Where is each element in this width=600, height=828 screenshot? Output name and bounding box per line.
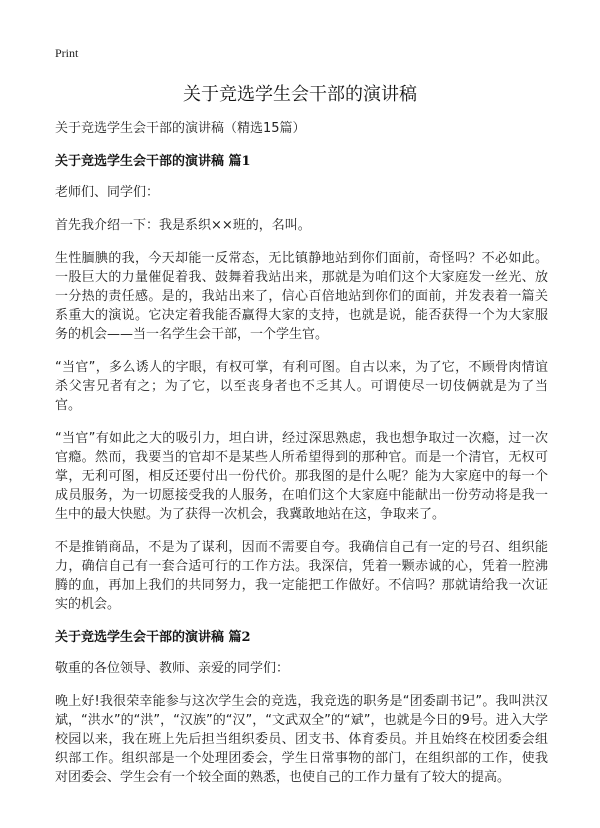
paragraph: “当官”有如此之大的吸引力，坦白讲，经过深思熟虑，我也想争取过一次瘾，过一次官瘾。然而，我要当的官却不是某些人所希望得到的那种官。而是一个清官，无权可掌，无利可图，相反还要付出一份代价。那我图的是什么呢？能为大家庭中的每一个成员服务，为一切愿接受我的人服务，在咱们这个大家庭中能献出一份劳动将是我一生中的最大快慰。为了获得一次机会，我冀敢地站在这，争取来了。: [55, 431, 548, 522]
paragraph: “当官”，多么诱人的字眼，有权可掌，有利可图。自古以来，为了它，不顾骨肉情谊杀父害兄者有之；为了它，以至丧身者也不乏其人。可谓使尽一切伎俩就是为了当官。: [55, 360, 548, 413]
paragraph: 敬重的各位领导、教师、亲爱的同学们：: [55, 661, 290, 676]
paragraph: 老师们、同学们：: [55, 185, 160, 200]
print-label[interactable]: Print: [55, 46, 79, 60]
paragraph: 不是推销商品，不是为了谋利，因而不需要自夸。我确信自己有一定的号召、组织能力，确信自己有一套合适可行的工作方法。我深信，凭着一颗赤诚的心，凭着一腔沸腾的血，再加上我们的共同努力，我一定能把工作做好。不信吗？那就请给我一次证实的机会。: [55, 540, 548, 612]
document-body: [55, 119, 548, 801]
paragraph: 关于竞选学生会干部的演讲稿（精选15篇）: [55, 121, 306, 136]
paragraph: 生性腼腆的我，今天却能一反常态，无比镇静地站到你们面前，奇怪吗？不必如此。一股巨大的力量催促着我、鼓舞着我站出来，那就是为咱们这个大家庭发一丝光、放一分热的责任感。是的，我站出来了，信心百倍地站到你们的面前，并发表着一篇关系重大的演说。它决定着我能否赢得大家的支持，也就是说，能否获得一个为大家服务的机会——当一名学生会干部，一个学生官。: [55, 251, 548, 342]
section-heading: 关于竞选学生会干部的演讲稿 篇1: [55, 154, 251, 169]
paragraph: 首先我介绍一下：我是系织××班的，名叫。: [55, 218, 311, 233]
section-heading: 关于竞选学生会干部的演讲稿 篇2: [55, 630, 251, 645]
document-title: 关于竞选学生会干部的演讲稿: [183, 84, 417, 105]
paragraph: 晚上好!我很荣幸能参与这次学生会的竞选，我竞选的职务是“团委副书记”。我叫洪汉斌，“洪水”的“洪”，“汉族”的“汉”，“文武双全”的“斌”，也就是今日的9号。进入大学校园以来，我在班上先后担当组织委员、团支书、体育委员。并且始终在校团委会组织部工作。组织部是一个处理团委会，学生日常事物的部门，在组织部的工作，使我对团委会、学生会有一个较全面的熟悉，也使自己的工作力量有了较大的提高。: [55, 694, 548, 785]
